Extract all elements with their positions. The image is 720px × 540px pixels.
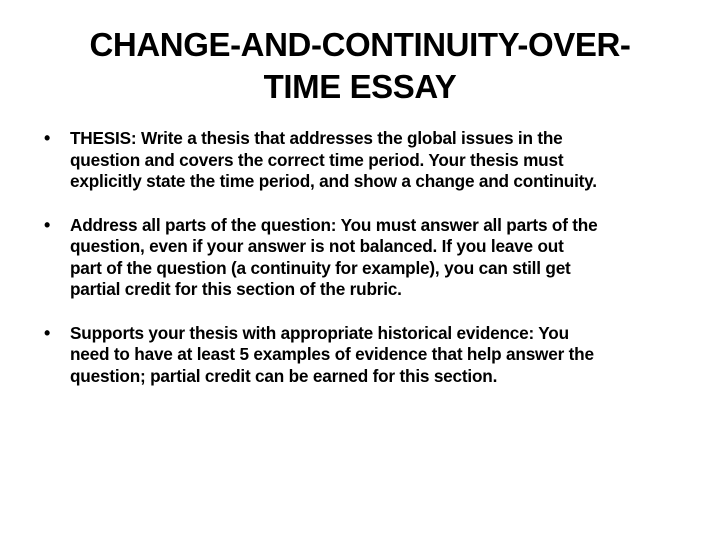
bullet-dot-icon: • bbox=[44, 322, 51, 343]
bullet-item-address-all-parts bbox=[44, 215, 684, 301]
bullet-item-thesis bbox=[44, 128, 684, 193]
bullet-text-line: partial credit for this section of the rubric. bbox=[70, 279, 402, 299]
slide-title-line: CHANGE-AND-CONTINUITY-OVER- bbox=[89, 26, 631, 63]
bullet-text-line: Address all parts of the question: You must answer all parts of the bbox=[70, 214, 598, 235]
bullet-text-line: question; partial credit can be earned for this section. bbox=[70, 365, 498, 386]
bullet-list bbox=[44, 128, 684, 387]
bullet-dot-icon: • bbox=[44, 128, 51, 148]
bullet-text-line: Supports your thesis with appropriate historical evidence: You bbox=[70, 322, 569, 343]
bullet-text-line: part of the question (a continuity for example), you can still get bbox=[70, 257, 571, 278]
bullet-text-line: THESIS: Write a thesis that addresses the global issues in the bbox=[70, 128, 563, 148]
slide-title bbox=[40, 24, 680, 108]
bullet-dot-icon: • bbox=[44, 214, 51, 235]
slide-title-line: TIME ESSAY bbox=[263, 68, 457, 105]
bullet-text-line: need to have at least 5 examples of evidence that help answer the bbox=[70, 344, 594, 364]
bullet-text-line: question and covers the correct time period. Your thesis must bbox=[70, 149, 564, 170]
bullet-item-evidence bbox=[44, 323, 684, 388]
bullet-text-line: explicitly state the time period, and show a change and continuity. bbox=[70, 171, 597, 191]
bullet-text-line: question, even if your answer is not balanced. If you leave out bbox=[70, 236, 564, 256]
